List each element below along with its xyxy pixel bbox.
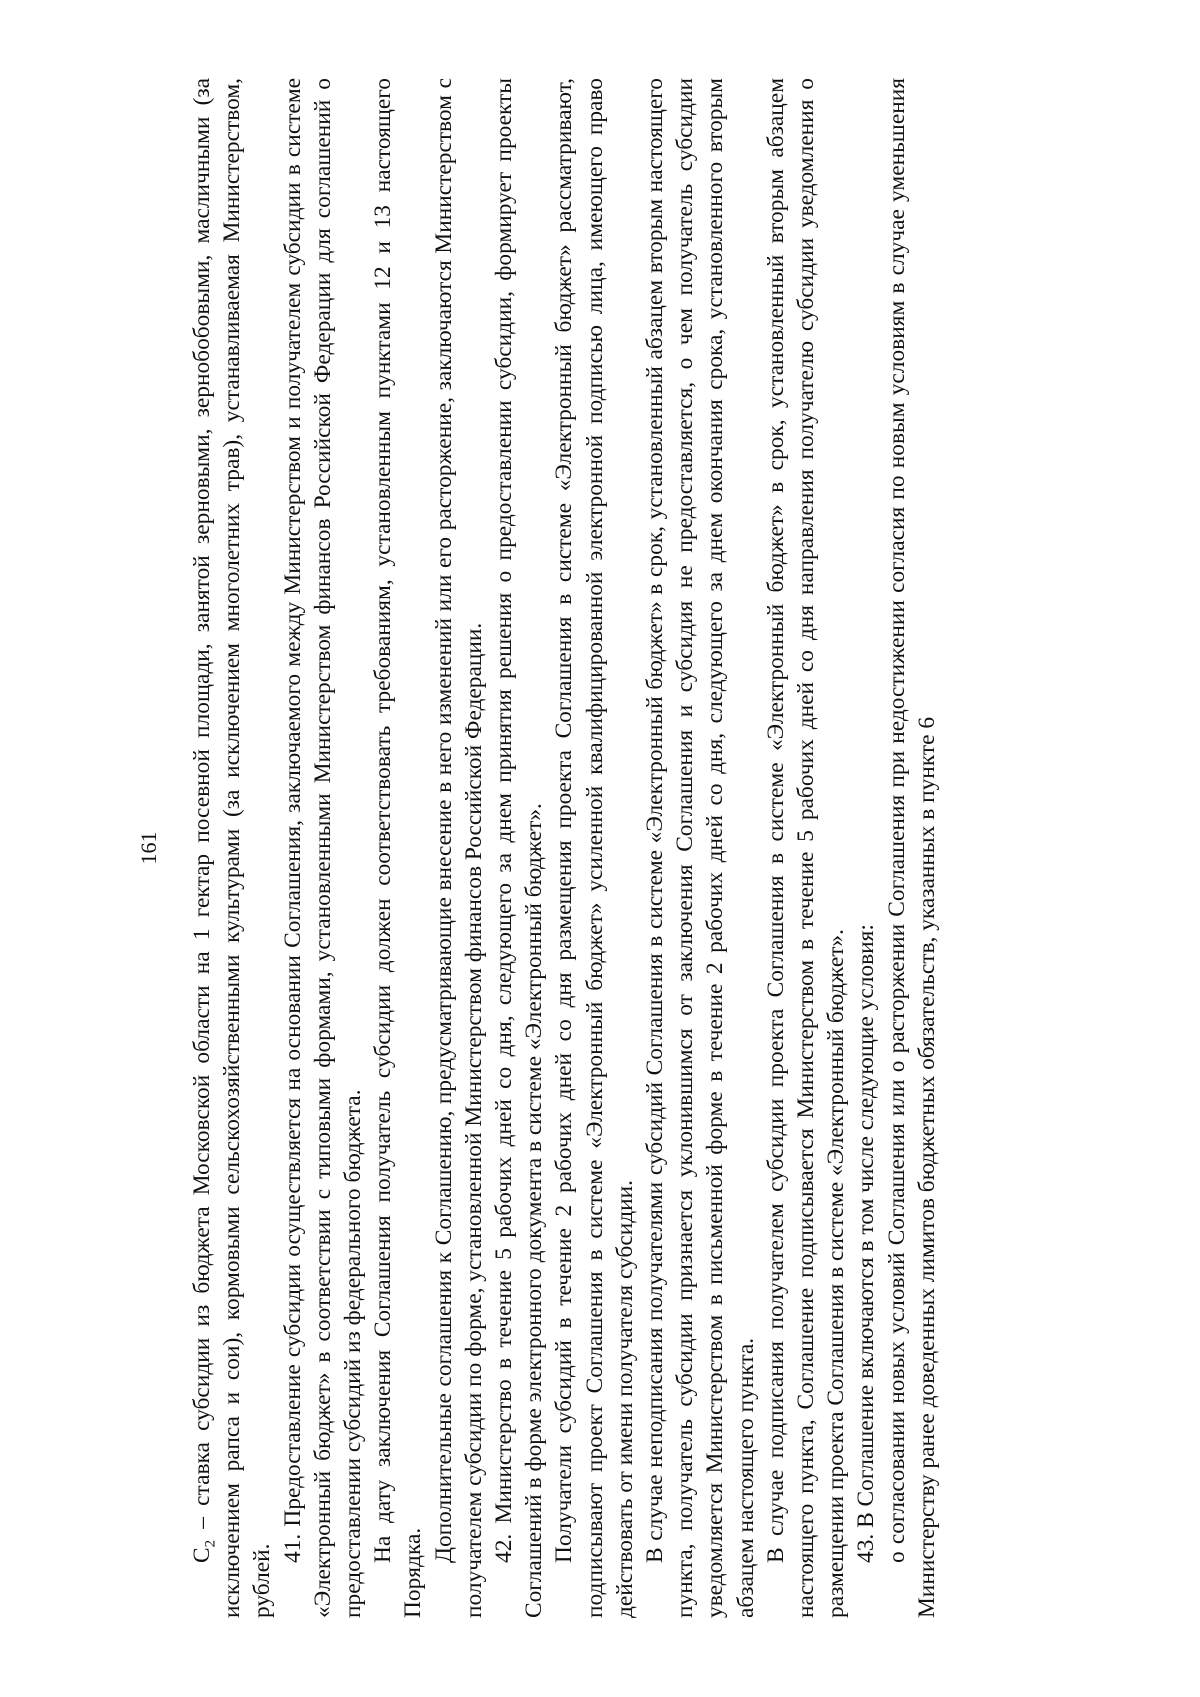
paragraph-text: – ставка субсидии из бюджета Московской области на 1 гектар посевной площади, занятой зерновыми, зернобобовыми, масличными (за исключением рапса и сои), кормовыми сельскохозяйственными культурами (за исключением многолетних трав), устанавливаемая Министерством, рублей. bbox=[189, 78, 276, 1618]
paragraph-42: 42. Министерство в течение 5 рабочих дней со дня, следующего за днем принятия решения о предоставлении субсидии, формирует проекты Соглашений в форме электронного документа в системе «Электронный бюджет». bbox=[491, 78, 548, 1618]
paragraph-formula-definition bbox=[187, 78, 278, 1618]
formula-subscript: 2 bbox=[202, 1539, 219, 1548]
paragraph-43-conditions: о согласовании новых условий Соглашения или о расторжении Соглашения при недостижении согласия по новым условиям в случае уменьшения Министерству ранее доведенных лимитов бюджетных обязательств, указанных в пункте 6 bbox=[883, 78, 940, 1618]
paragraph-41-amendments: Дополнительные соглашения к Соглашению, предусматривающие внесение в него изменений или его расторжение, заключаются Министерством с получателем субсидии по форме, установленной Министерством финансов Российской Федерации. bbox=[430, 78, 487, 1618]
page-number: 161 bbox=[136, 831, 161, 865]
paragraph-43: 43. В Соглашение включаются в том числе следующие условия: bbox=[853, 924, 880, 1563]
paragraph-41: 41. Предоставление субсидии осуществляется на основании Соглашения, заключаемого между Министерством и получателем субсидии в системе «Электронный бюджет» в соответствии с типовыми формами, установленными Министерством финансов Российской Федерации для соглашений о предоставлении субсидий из федерального бюджета. bbox=[279, 78, 367, 1618]
paragraph-42-recipients: Получатели субсидий в течение 2 рабочих дней со дня размещения проекта Соглашения в системе «Электронный бюджет» рассматривают, подписывают проект Соглашения в системе «Электронный бюджет» усиленной квалифицированной электронной подписью лица, имеющего право действовать от имени получателя субсидии. bbox=[551, 78, 638, 1618]
paragraph-41-requirements: На дату заключения Соглашения получатель субсидии должен соответствовать требованиям, установленным пунктами 12 и 13 настоящего Порядка. bbox=[370, 78, 427, 1618]
paragraph-42-signing: В случае подписания получателем субсидии проекта Соглашения в системе «Электронный бюджет» в срок, установленный вторым абзацем настоящего пункта, Соглашение подписывается Министерством в течение 5 рабочих дней со дня направления получателю субсидии уведомления о размещении проекта Соглашения в системе «Электронный бюджет». bbox=[762, 78, 850, 1618]
paragraph-42-non-signing: В случае неподписания получателями субсидий Соглашения в системе «Электронный бюджет» в срок, установленный абзацем вторым настоящего пункта, получатель субсидии признается уклонившимся от заключения Соглашения и субсидия не предоставляется, о чем получатель субсидии уведомляется Министерством в письменной форме в течение 2 рабочих дней со дня, следующего за днем окончания срока, установленного вторым абзацем настоящего пункта. bbox=[642, 78, 759, 1618]
rotated-text-block bbox=[135, 68, 1065, 1628]
formula-symbol: C bbox=[189, 1547, 215, 1563]
